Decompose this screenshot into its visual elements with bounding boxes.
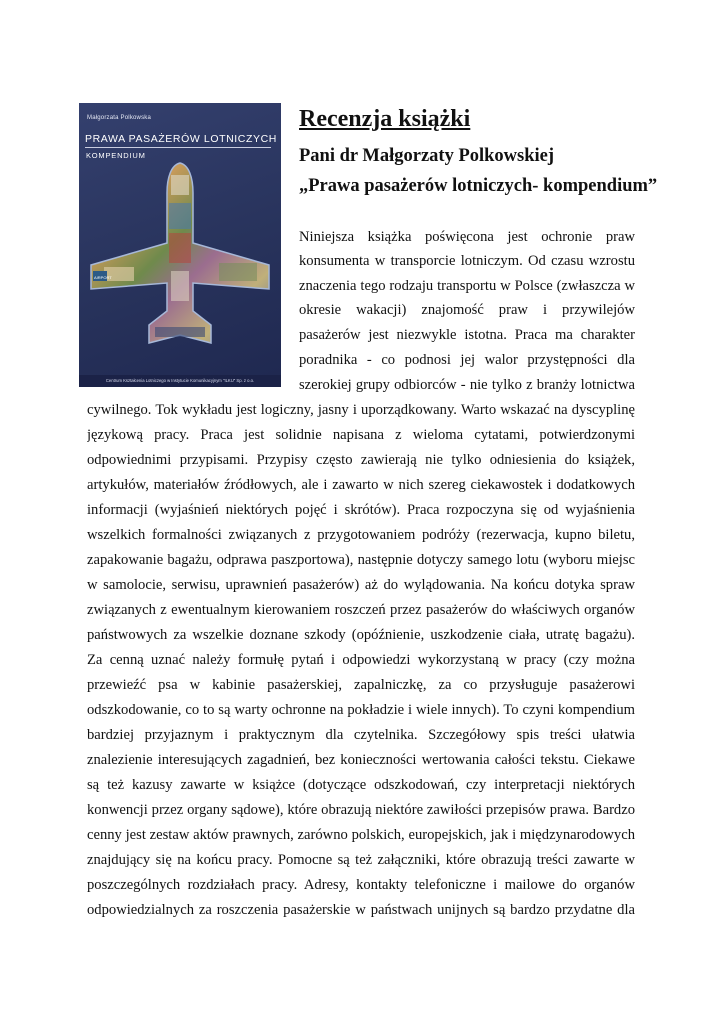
text-line: językową pracy. Praca jest solidnie napisana z wieloma cytatami, potwierdzonymi	[87, 427, 635, 443]
text-line: cywilnego. Tok wykładu jest logiczny, jasny i uporządkowany. Warto wskazać na dyscyplinę	[87, 402, 635, 418]
text-line: zapakowanie bagażu, odprawa paszportowa), następnie dotyczy samego lotu (wyboru miejsc	[87, 552, 635, 568]
review-title: Recenzja książki	[299, 106, 471, 132]
text-line: poradnika - co podnosi jej walor przystępności dla	[299, 352, 635, 368]
text-line: informacji (wyjaśnień niektórych pojęć i skrótów). Praca rozpoczyna się od wyjaśnienia	[87, 502, 635, 518]
text-line: konwencji przez organy sądowe), które obrazują niektóre zawiłości przepisów prawa. Bardzo	[87, 802, 635, 818]
text-line: znalezienie interesujących zagadnień, bez konieczności wertowania całości tekstu. Ciekawe	[87, 752, 635, 768]
text-line: w samolocie, serwisu, uprawnień pasażerów) aż do wylądowania. Na końcu dotyka spraw	[87, 577, 635, 593]
text-line: cenny jest zestaw aktów prawnych, zarówno polskich, europejskich, jak i międzynarodowych	[87, 827, 635, 843]
cover-collage-label: AIRPORT	[94, 275, 112, 280]
cover-author: Małgorzata Polkowska	[87, 115, 152, 121]
review-author-line: Pani dr Małgorzaty Polkowskiej	[299, 146, 555, 166]
text-line: Niniejsza książka poświęcona jest ochronie praw	[299, 229, 635, 245]
cover-title: PRAWA PASAŻERÓW LOTNICZYCH	[85, 133, 277, 145]
text-line: związanych z ewentualnym kierowaniem roszczeń przez pasażerów do właściwych organów	[87, 602, 635, 618]
text-line: Za cenną uznać należy formułę pytań i odpowiedzi wykorzystaną w pracy (czy można	[87, 652, 635, 668]
text-line: konsumenta w transporcie lotniczym. Od czasu wzrostu	[299, 253, 635, 269]
text-line: pasażerów jest niezwykle istotna. Praca ma charakter	[299, 327, 635, 343]
review-book-title: „Prawa pasażerów lotniczych- kompendium”	[299, 176, 658, 196]
text-line: wszelkich formalności związanych z przygotowaniem podróży (rezerwacja, kupno biletu,	[87, 527, 635, 543]
book-cover-image	[79, 103, 281, 387]
text-line: znajdujący się na końcu pracy. Pomocne są też załączniki, które obrazują treści zawarte w	[87, 852, 635, 868]
text-line: znaczenia tego rodzaju transportu w Polsce (zwłaszcza w	[299, 278, 635, 294]
text-line: artykułów, materiałów źródłowych, ale i zawarto w nich szereg ciekawostek i dodatkowych	[87, 477, 635, 493]
text-line: państwowych za wszelkie doznane szkody (opóźnienie, uszkodzenie ciała, utratę bagażu).	[87, 627, 635, 643]
text-line: odpowiedzialnych za roszczenia pasażerskie w państwach unijnych są bardzo przydatne dla	[87, 902, 635, 918]
text-line: okresie wakacji) znajomość praw i przywilejów	[299, 302, 635, 318]
text-line: odpowiednimi przypisami. Przypisy często zawierają nie tylko odniesienia do książek,	[87, 452, 635, 468]
cover-subtitle: KOMPENDIUM	[86, 151, 146, 160]
text-line: poszczególnych rozdziałach pracy. Adresy, kontakty telefoniczne i mailowe do organów	[87, 877, 635, 893]
text-line: bardziej przyjaznym i praktycznym dla czytelnika. Szczegółowy spis treści ułatwia	[87, 727, 635, 743]
cover-publisher: Centrum Kształcenia Lotniczego w Instytucie Komunikacyjnym "ILKU" Sp. z o.o.	[79, 375, 281, 387]
text-line: przewieźć psa w kabinie pasażerskiej, zapalniczkę, za co przysługuje pasażerowi	[87, 677, 635, 693]
airplane-collage-icon	[79, 103, 281, 387]
text-line: są też kazusy zawarte w książce (dotyczące odszkodowań, czy interpretacji niektórych	[87, 777, 635, 793]
text-line: szerokiej grupy odbiorców - nie tylko z branży lotnictwa	[299, 377, 635, 393]
text-line: odszkodowanie, co to są warty ochronne na pokładzie i wiele innych). To czyni kompendium	[87, 702, 635, 718]
